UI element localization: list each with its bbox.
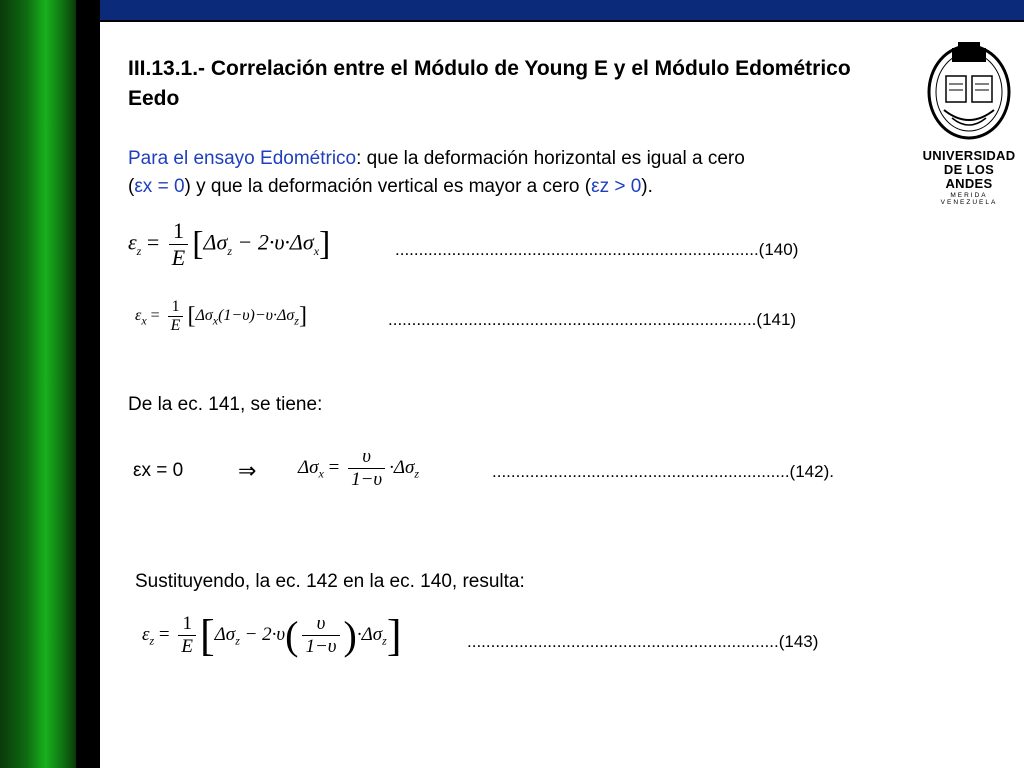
eq140-sub1: z <box>227 243 232 258</box>
equation-143: $\varepsilon_z$ = $\frac{1}{E}$ [$\Delta\sigma_z - 2\cdot\upsilon$( $\frac{\upsilon}{1-\upsilon}$ )$\cdot\Delta\sigma_z$] <box>142 611 402 660</box>
eq140-fraction <box>169 218 188 271</box>
eq142-right-sub: z <box>414 466 420 481</box>
eq142-den: 1−υ <box>351 469 383 490</box>
equation-142 <box>298 446 419 491</box>
eq141-den: E <box>170 317 181 334</box>
eq140-equals: = <box>146 229 160 255</box>
intro-end: ). <box>641 176 653 197</box>
eq143-inum: υ <box>302 613 339 636</box>
equation-141: $\varepsilon_x$ = $\frac{1}{E}$ $[\Delta\sigma_x(1-\upsilon)-\upsilon\cdot\Delta\sigma_z]$ <box>135 298 307 334</box>
eq143-iden: 1−υ <box>305 636 337 657</box>
equation-140: $\varepsilon_z$ = $\frac{1}{E}$ $[\Delta\sigma_z - 2\cdot\upsilon\cdot\Delta\sigma_x]$ <box>128 218 331 270</box>
logo-line1: UNIVERSIDAD <box>922 148 1016 163</box>
eq143-b1: Δσ <box>214 623 236 645</box>
eq141-lhs: ε <box>135 307 142 325</box>
eq142-fraction <box>348 446 385 491</box>
eq140-lhs-sub: z <box>136 243 142 258</box>
eq141-s1: x <box>212 313 219 328</box>
eq143-fraction <box>178 613 196 658</box>
university-seal-icon <box>922 40 1016 140</box>
intro-paragraph <box>128 145 918 201</box>
eq143-den: E <box>181 636 193 657</box>
slide-title: III.13.1.- Correlación entre el Módulo de Young E y el Módulo Edométrico Eedo <box>128 57 851 110</box>
eq143-num: 1 <box>178 613 196 636</box>
intro-mid: ) y que la deformación vertical es mayor a cero ( <box>184 176 592 197</box>
eq143-b3: ·Δσ <box>356 623 383 645</box>
eq142-num: υ <box>348 446 385 469</box>
eq141-equals: = <box>150 307 160 325</box>
eq141-num: 1 <box>168 298 184 317</box>
university-logo <box>922 40 1016 206</box>
green-side-stripe <box>0 0 76 768</box>
eq141-s2: z <box>294 313 299 328</box>
eq140-label: .............................................................................(140) <box>395 240 799 259</box>
implies-arrow: ⇒ <box>238 458 257 483</box>
eq140-sub2: x <box>313 243 320 258</box>
eq143-equals: = <box>158 623 170 645</box>
eq140-lhs: ε <box>128 229 137 255</box>
condition-ex: εx = 0 <box>134 176 185 197</box>
eq140-minus: − 2·υ·Δσ <box>237 229 314 255</box>
eq143-lhs-sub: z <box>149 633 155 648</box>
black-side-stripe <box>76 0 100 768</box>
eq141-fraction <box>168 298 184 335</box>
eq141-lhs-sub: x <box>141 313 147 328</box>
eq140-num: 1 <box>169 218 188 245</box>
eq143-b2: − 2·υ <box>244 623 286 645</box>
intro-line1: : que la deformación horizontal es igual a cero <box>356 148 745 169</box>
eq140-body: Δσ <box>203 229 228 255</box>
eq143-label: ..................................................................(143) <box>467 632 819 651</box>
intro-lead: Para el ensayo Edométrico <box>128 148 357 169</box>
logo-line2: DE LOS ANDES <box>943 162 995 191</box>
eq143-s1: z <box>235 633 240 648</box>
eq142-left: Δσ <box>298 456 319 478</box>
eq142-left-sub: x <box>318 466 324 481</box>
eq142-lhs: εx = 0 <box>133 460 184 481</box>
substitution-text: Sustituyendo, la ec. 142 en la ec. 140, resulta: <box>135 571 525 592</box>
eq142-label: ...............................................................(142). <box>492 462 834 481</box>
top-bar <box>100 0 1024 22</box>
eq142-equals: = <box>328 456 340 478</box>
derive-text: De la ec. 141, se tiene: <box>128 394 323 415</box>
eq143-s3: z <box>382 633 387 648</box>
eq140-den: E <box>171 245 186 270</box>
logo-line3: MERIDA VENEZUELA <box>940 192 998 206</box>
eq142-right: ·Δσ <box>389 456 415 478</box>
eq141-b1: Δσ <box>195 307 213 325</box>
condition-ez: εz > 0 <box>591 176 642 197</box>
eq141-b2: (1−υ)−υ·Δσ <box>218 307 295 325</box>
eq141-label: ..............................................................................(141) <box>388 310 797 329</box>
paren-open: ( <box>128 176 135 197</box>
eq143-lhs: ε <box>142 623 150 645</box>
eq143-inner-fraction <box>302 613 339 658</box>
